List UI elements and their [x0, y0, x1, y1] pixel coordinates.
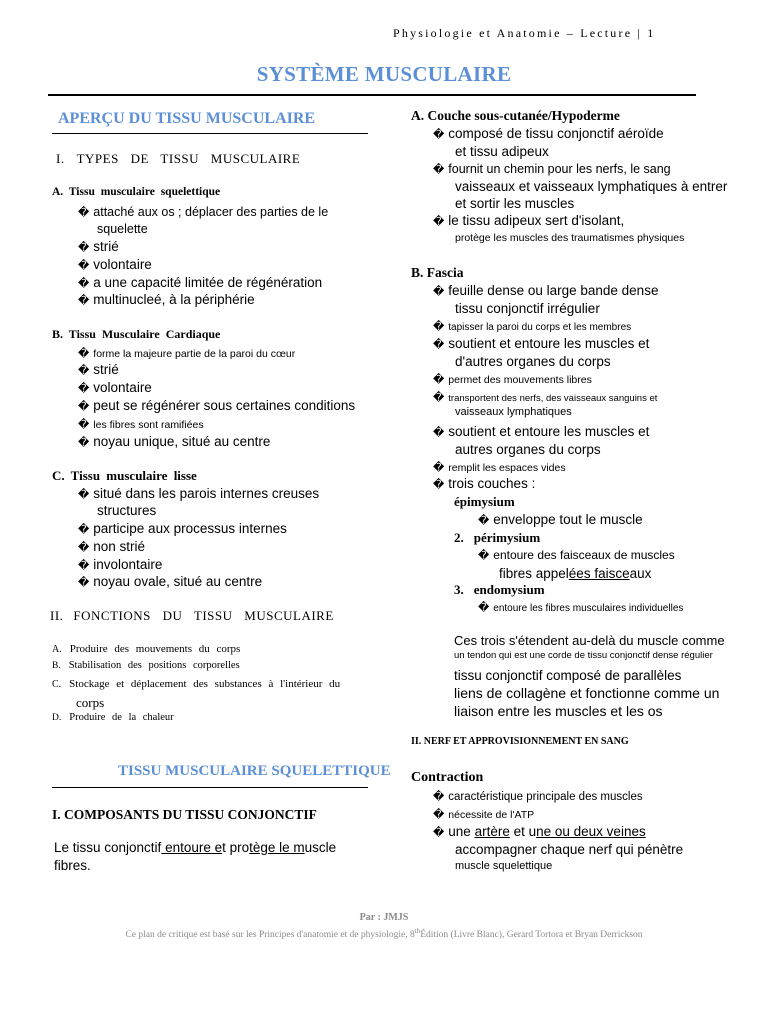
lisse-title: C. Tissu musculaire lisse	[52, 468, 197, 483]
list-item: � non strié	[78, 539, 146, 554]
list-item-cont: muscle squelettique	[455, 860, 553, 872]
apercu-rule	[52, 133, 368, 134]
endomysium-label: 3. endomysium	[454, 582, 545, 597]
list-item-cont: accompagner chaque nerf qui pénètre	[455, 842, 684, 857]
types-num: I.	[56, 151, 65, 166]
list-item: � composé de tissu conjonctif aéroïde	[433, 126, 664, 141]
types-text: TYPES DE TISSU MUSCULAIRE	[76, 151, 301, 166]
composants-heading: I. COMPOSANTS DU TISSU CONJONCTIF	[52, 807, 317, 822]
bullet-icon: �	[433, 808, 445, 821]
apercu-heading: APERÇU DU TISSU MUSCULAIRE	[58, 110, 316, 127]
epimysium-label: épimysium	[454, 494, 515, 509]
list-item: � soutient et entoure les muscles et	[433, 424, 650, 439]
list-item: � trois couches :	[433, 476, 536, 491]
fonctions-text: FONCTIONS DU TISSU MUSCULAIRE	[73, 608, 334, 623]
title-rule	[48, 94, 696, 96]
bullet-icon: �	[78, 206, 90, 219]
bullet-icon: �	[78, 400, 90, 413]
page-title: SYSTÈME MUSCULAIRE	[256, 62, 512, 86]
list-item: � enveloppe tout le muscle	[478, 512, 643, 527]
squel-rule	[52, 787, 368, 788]
fonctions-num: II.	[50, 608, 64, 623]
list-item: � peut se régénérer sous certaines conditions	[78, 398, 356, 413]
extension-line: un tendon qui est une corde de tissu conjonctif dense régulier	[454, 650, 713, 661]
list-item: � strié	[78, 362, 119, 377]
fonctions-heading	[50, 608, 334, 624]
extension-line: Ces trois s'étendent au-delà du muscle comme	[454, 633, 725, 648]
bullet-icon: �	[78, 277, 90, 290]
bullet-icon: �	[78, 241, 90, 254]
list-item: � une artère et une ou deux veines	[433, 824, 646, 839]
list-item: � strié	[78, 239, 119, 254]
list-item: � le tissu adipeux sert d'isolant,	[433, 213, 625, 228]
list-item: � attaché aux os ; déplacer des parties de le	[78, 205, 329, 219]
list-item: � situé dans les parois internes creuses	[78, 486, 320, 501]
list-item: � les fibres sont ramifiées	[78, 418, 204, 431]
perimysium-label: 2. périmysium	[454, 530, 541, 545]
list-item: � entoure les fibres musculaires individuelles	[478, 601, 684, 614]
list-item-cont: et tissu adipeux	[455, 144, 549, 159]
bullet-icon: �	[78, 488, 90, 501]
list-item-cont: protège les muscles des traumatismes physiques	[455, 232, 685, 244]
contraction-title: Contraction	[411, 770, 484, 785]
bullet-icon: �	[433, 285, 445, 298]
list-item-cont: structures	[97, 503, 157, 518]
extension-line: liaison entre les muscles et les os	[454, 703, 663, 719]
bullet-icon: �	[78, 576, 90, 589]
list-item: � nécessite de l'ATP	[433, 808, 535, 821]
list-item-cont: d'autres organes du corps	[455, 354, 611, 369]
bullet-icon: �	[433, 338, 445, 351]
bullet-icon: �	[433, 320, 445, 333]
bullet-icon: �	[78, 294, 90, 307]
list-item: � fournit un chemin pour les nerfs, le sang	[433, 162, 671, 176]
list-item-cont: vaisseaux lymphatiques	[455, 406, 572, 418]
bullet-icon: �	[433, 426, 445, 439]
list-item: � caractéristique principale des muscles	[433, 790, 643, 803]
bullet-icon: �	[478, 549, 490, 562]
list-item-cont: tissu conjonctif irrégulier	[455, 301, 600, 316]
list-item-cont: fibres appelées faisceaux	[499, 566, 652, 581]
extension-line: tissu conjonctif composé de parallèles	[454, 668, 682, 683]
list-item: � volontaire	[78, 257, 152, 272]
list-item: � remplit les espaces vides	[433, 461, 566, 474]
bullet-icon: �	[78, 418, 90, 431]
bullet-icon: �	[433, 215, 445, 228]
bullet-icon: �	[78, 523, 90, 536]
types-heading	[56, 151, 300, 167]
bullet-icon: �	[78, 541, 90, 554]
fonction-item-cont: corps	[76, 695, 105, 710]
bullet-icon: �	[78, 382, 90, 395]
running-header: Physiologie et Anatomie – Lecture | 1	[393, 26, 656, 40]
bullet-icon: �	[433, 373, 445, 386]
list-item-cont: autres organes du corps	[455, 442, 601, 457]
bullet-icon: �	[433, 790, 445, 803]
fonction-item: C. Stockage et déplacement des substances à l'intérieur du	[52, 678, 341, 690]
list-item: � feuille dense ou large bande dense	[433, 283, 659, 298]
bullet-icon: �	[478, 514, 490, 527]
bullet-icon: �	[78, 436, 90, 449]
bullet-icon: �	[433, 461, 445, 474]
list-item: � a une capacité limitée de régénération	[78, 275, 323, 290]
extension-line: liens de collagène et fonctionne comme un	[454, 685, 720, 701]
list-item: � entoure des faisceaux de muscles	[478, 548, 675, 562]
list-item: � tapisser la paroi du corps et les membres	[433, 320, 632, 333]
list-item: � participe aux processus internes	[78, 521, 287, 536]
bullet-icon: �	[78, 259, 90, 272]
bullet-icon: �	[433, 826, 445, 839]
bullet-icon: �	[433, 128, 445, 141]
list-item-cont: et sortir les muscles	[455, 196, 575, 211]
list-item: � involontaire	[78, 557, 163, 572]
fascia-title: B. Fascia	[411, 265, 464, 280]
composants-text: Le tissu conjonctif entoure et protège le muscle	[54, 840, 337, 855]
list-item-cont: vaisseaux et vaisseaux lymphatiques à entrer	[455, 179, 728, 194]
list-item: � noyau unique, situé au centre	[78, 434, 271, 449]
list-item: � multinucleé, à la périphérie	[78, 292, 255, 307]
list-item: � volontaire	[78, 380, 152, 395]
fonction-item: B. Stabilisation des positions corporelles	[52, 660, 240, 671]
fonction-item: D. Produire de la chaleur	[52, 712, 174, 723]
list-item: � permet des mouvements libres	[433, 373, 592, 386]
bullet-icon: �	[433, 478, 445, 491]
list-item: � soutient et entoure les muscles et	[433, 336, 650, 351]
list-item: � forme la majeure partie de la paroi du cœur	[78, 347, 296, 360]
squelettique-title: A. Tissu musculaire squelettique	[52, 186, 221, 198]
list-item-cont: squelette	[97, 222, 148, 236]
list-item: � transportent des nerfs, des vaisseaux sanguins et	[433, 391, 658, 404]
footer-author: Par : JMJS	[359, 912, 409, 923]
footer-citation: Ce plan de critique est basé sur les Principes d'anatomie et de physiologie, 8thÉdition (Livre Blanc), Gerard Tortora et Bryan Derrickson	[125, 927, 643, 941]
cardiaque-title: B. Tissu Musculaire Cardiaque	[52, 327, 221, 341]
bullet-icon: �	[78, 347, 90, 360]
bullet-icon: �	[433, 391, 445, 404]
bullet-icon: �	[478, 601, 490, 614]
bullet-icon: �	[78, 559, 90, 572]
squel-heading: TISSU MUSCULAIRE SQUELETTIQUE	[118, 763, 391, 779]
bullet-icon: �	[78, 364, 90, 377]
composants-text-cont: fibres.	[54, 858, 91, 873]
list-item: � noyau ovale, situé au centre	[78, 574, 263, 589]
fonction-item: A. Produire des mouvements du corps	[52, 643, 241, 655]
nerf-heading: II. NERF ET APPROVISIONNEMENT EN SANG	[411, 736, 629, 747]
bullet-icon: �	[433, 163, 445, 176]
couche-title: A. Couche sous-cutanée/Hypoderme	[411, 108, 620, 123]
